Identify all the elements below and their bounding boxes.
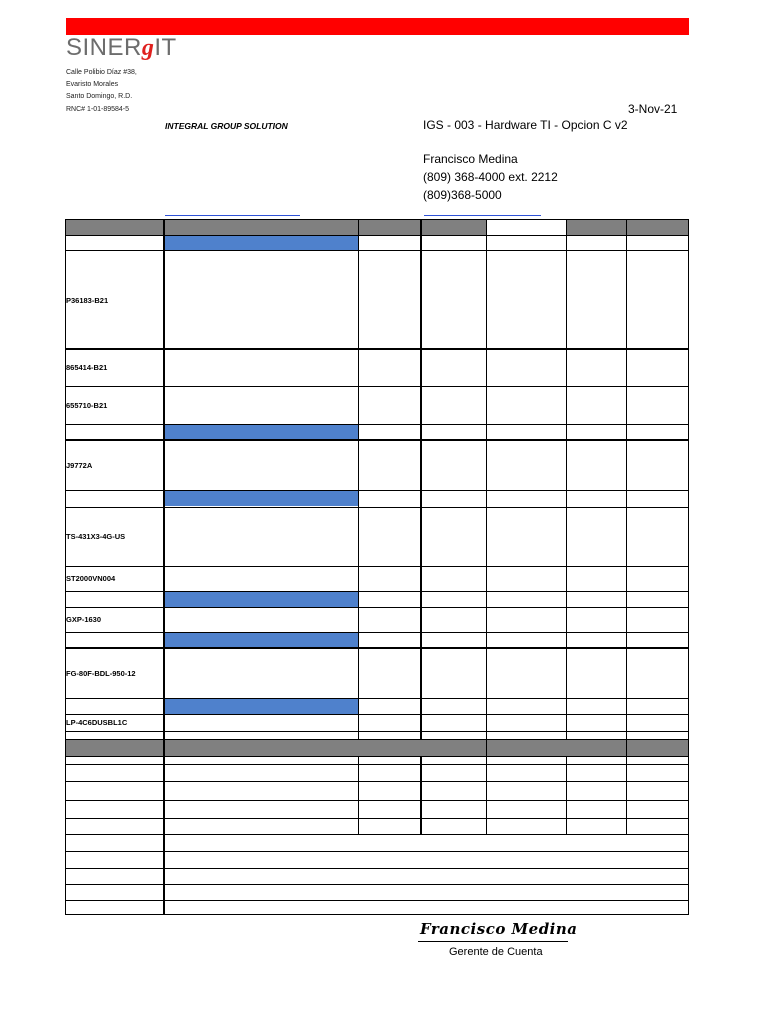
section-band (164, 699, 358, 714)
part-number: 655710-B21 (66, 401, 108, 410)
contact-phone-1: (809) 368-4000 ext. 2212 (423, 170, 558, 184)
signature-line (418, 941, 568, 942)
quote-date: 3-Nov-21 (628, 102, 678, 116)
table-header (65, 219, 487, 235)
address-line-3: Santo Domingo, R.D. (66, 93, 133, 100)
client-company: INTEGRAL GROUP SOLUTION (165, 121, 288, 131)
part-number: LP-4C6DUSBL1C (66, 718, 128, 727)
signature: Francisco Medina (420, 920, 578, 938)
part-number: J9772A (66, 461, 93, 470)
section-band (164, 592, 358, 607)
contact-phone-2: (809)368-5000 (423, 188, 502, 202)
part-number: TS-431X3-4G-US (66, 532, 126, 541)
part-number: ST2000VN004 (66, 574, 116, 583)
company-logo: SINERgIT (66, 34, 177, 61)
part-number: P36183-B21 (66, 296, 109, 305)
quote-title: IGS - 003 - Hardware TI - Opcion C v2 (423, 118, 628, 132)
client-email-link[interactable] (165, 215, 300, 216)
part-number: FG-80F-BDL-950-12 (66, 669, 136, 678)
contact-name: Francisco Medina (423, 152, 518, 166)
section-band (164, 491, 358, 506)
section-band (164, 236, 358, 250)
address-line-1: Calle Polibio Díaz #38, (66, 69, 137, 76)
address-line-2: Evaristo Morales (66, 81, 119, 88)
rnc-number: RNC# 1-01-89584-5 (66, 106, 130, 113)
part-number: 865414-B21 (66, 363, 108, 372)
top-red-bar (66, 18, 689, 35)
table-header (566, 219, 689, 235)
totals-header (65, 740, 689, 756)
section-band (164, 633, 358, 647)
part-number: GXP-1630 (66, 615, 102, 624)
contact-email-link[interactable] (424, 215, 541, 216)
section-band (164, 425, 358, 439)
signer-title: Gerente de Cuenta (449, 946, 543, 958)
